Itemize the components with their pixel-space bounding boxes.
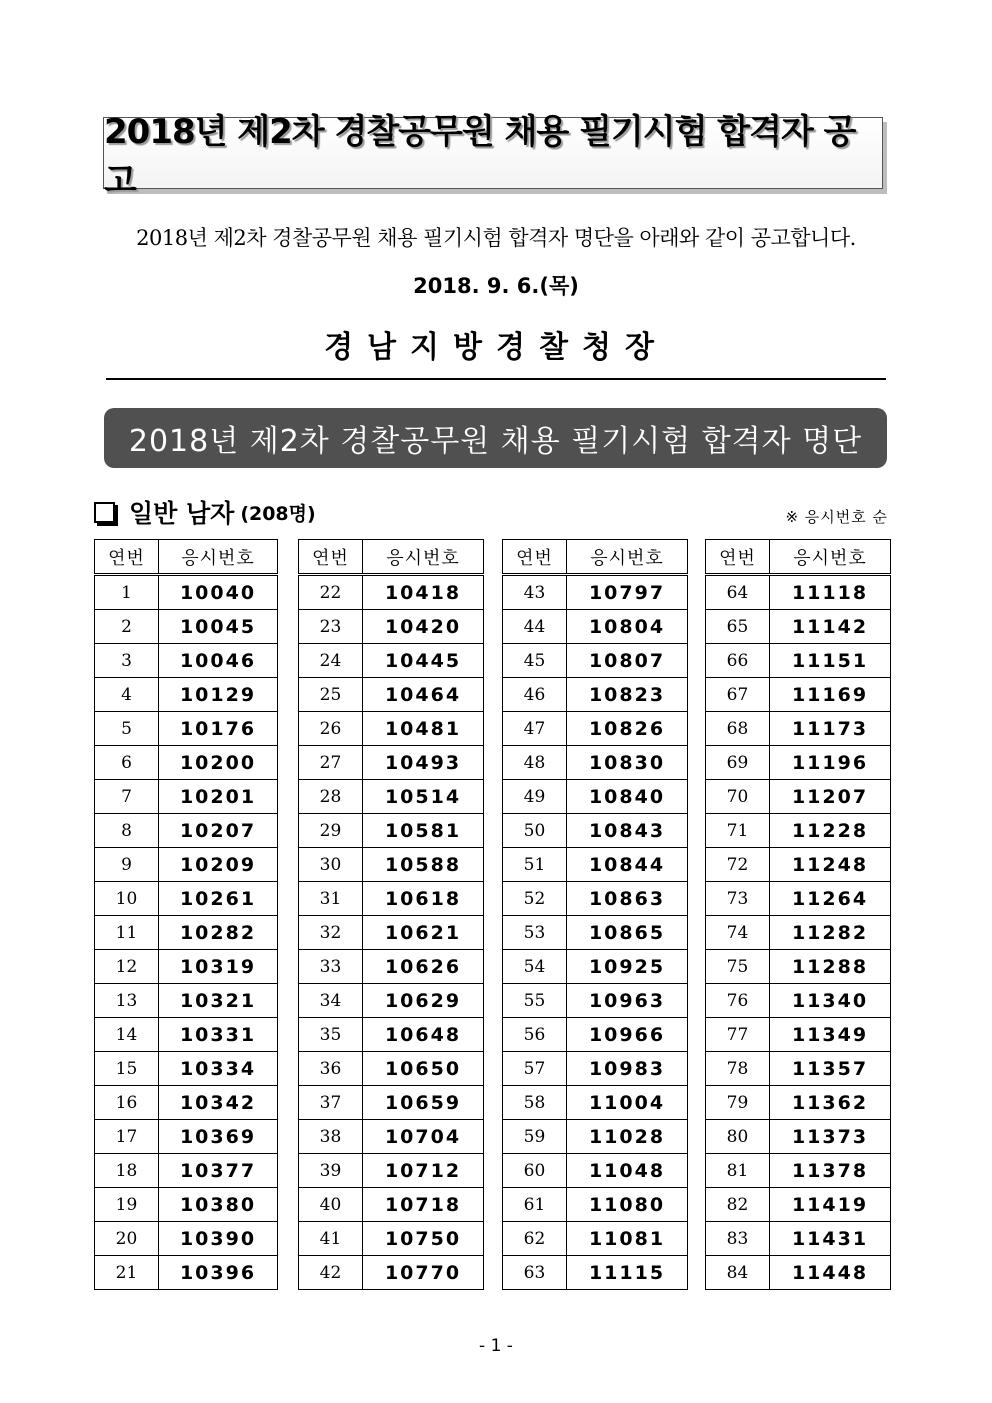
serial-number: 48 xyxy=(503,746,567,780)
exam-number: 11419 xyxy=(770,1188,891,1222)
notice-title: 2018년 제2차 경찰공무원 채용 필기시험 합격자 공고 xyxy=(104,112,856,201)
exam-number: 10823 xyxy=(567,678,688,712)
serial-number: 62 xyxy=(503,1222,567,1256)
table-row xyxy=(299,1052,484,1086)
exam-number: 10648 xyxy=(363,1018,484,1052)
table-row xyxy=(706,678,891,712)
serial-number: 22 xyxy=(299,575,363,610)
exam-number: 10200 xyxy=(159,746,278,780)
exam-number: 10843 xyxy=(567,814,688,848)
exam-number: 11373 xyxy=(770,1120,891,1154)
table-row xyxy=(299,1154,484,1188)
table-row xyxy=(299,1120,484,1154)
serial-number: 68 xyxy=(706,712,770,746)
serial-number: 69 xyxy=(706,746,770,780)
table-row xyxy=(706,712,891,746)
exam-number: 10046 xyxy=(159,644,278,678)
table-row xyxy=(95,780,278,814)
list-banner-title: 2018년 제2차 경찰공무원 채용 필기시험 합격자 명단 xyxy=(128,424,863,459)
checkbox-icon xyxy=(94,502,115,523)
result-table-1 xyxy=(94,539,278,1290)
exam-number: 10770 xyxy=(363,1256,484,1290)
table-row xyxy=(706,950,891,984)
table-row xyxy=(299,780,484,814)
section-count: (208명) xyxy=(240,502,316,525)
table-row xyxy=(299,678,484,712)
serial-number: 8 xyxy=(95,814,159,848)
serial-number: 33 xyxy=(299,950,363,984)
sort-note: ※ 응시번호 순 xyxy=(785,508,888,526)
exam-number: 10396 xyxy=(159,1256,278,1290)
exam-number: 11282 xyxy=(770,916,891,950)
table-row xyxy=(299,610,484,644)
table-row xyxy=(299,848,484,882)
serial-number: 25 xyxy=(299,678,363,712)
exam-number: 10966 xyxy=(567,1018,688,1052)
serial-number: 80 xyxy=(706,1120,770,1154)
header-exam-number: 응시번호 xyxy=(159,540,278,575)
table-row xyxy=(706,1120,891,1154)
exam-number: 10626 xyxy=(363,950,484,984)
exam-number: 10750 xyxy=(363,1222,484,1256)
table-row xyxy=(299,984,484,1018)
exam-number: 11196 xyxy=(770,746,891,780)
serial-number: 36 xyxy=(299,1052,363,1086)
serial-number: 51 xyxy=(503,848,567,882)
serial-number: 64 xyxy=(706,575,770,610)
header-serial: 연번 xyxy=(706,540,770,575)
table-row xyxy=(503,1154,688,1188)
header-serial: 연번 xyxy=(95,540,159,575)
table-row xyxy=(503,678,688,712)
exam-number: 10342 xyxy=(159,1086,278,1120)
exam-number: 10390 xyxy=(159,1222,278,1256)
exam-number: 10493 xyxy=(363,746,484,780)
exam-number: 10209 xyxy=(159,848,278,882)
table-row xyxy=(95,1120,278,1154)
exam-number: 10380 xyxy=(159,1188,278,1222)
exam-number: 10865 xyxy=(567,916,688,950)
exam-number: 10581 xyxy=(363,814,484,848)
table-row xyxy=(299,644,484,678)
table-row xyxy=(299,1256,484,1290)
serial-number: 7 xyxy=(95,780,159,814)
table-header-row xyxy=(299,540,484,575)
table-row xyxy=(95,848,278,882)
exam-number: 10863 xyxy=(567,882,688,916)
result-table-3 xyxy=(502,539,688,1290)
serial-number: 76 xyxy=(706,984,770,1018)
table-row xyxy=(299,1222,484,1256)
table-row xyxy=(299,882,484,916)
exam-number: 10983 xyxy=(567,1052,688,1086)
exam-number: 10840 xyxy=(567,780,688,814)
table-row xyxy=(95,575,278,610)
exam-number: 10844 xyxy=(567,848,688,882)
serial-number: 50 xyxy=(503,814,567,848)
issuing-agency: 경남지방경찰청장 xyxy=(324,330,668,365)
exam-number: 10129 xyxy=(159,678,278,712)
exam-number: 11228 xyxy=(770,814,891,848)
serial-number: 52 xyxy=(503,882,567,916)
serial-number: 31 xyxy=(299,882,363,916)
serial-number: 32 xyxy=(299,916,363,950)
serial-number: 61 xyxy=(503,1188,567,1222)
table-row xyxy=(706,1154,891,1188)
table-row xyxy=(503,644,688,678)
table-header-row xyxy=(95,540,278,575)
serial-number: 27 xyxy=(299,746,363,780)
serial-number: 17 xyxy=(95,1120,159,1154)
exam-number: 10464 xyxy=(363,678,484,712)
serial-number: 79 xyxy=(706,1086,770,1120)
serial-number: 39 xyxy=(299,1154,363,1188)
table-row xyxy=(706,984,891,1018)
exam-number: 10797 xyxy=(567,575,688,610)
table-row xyxy=(95,644,278,678)
table-row xyxy=(706,644,891,678)
table-row xyxy=(503,984,688,1018)
serial-number: 1 xyxy=(95,575,159,610)
table-row xyxy=(503,916,688,950)
table-row xyxy=(95,746,278,780)
exam-number: 10704 xyxy=(363,1120,484,1154)
exam-number: 11080 xyxy=(567,1188,688,1222)
serial-number: 15 xyxy=(95,1052,159,1086)
serial-number: 9 xyxy=(95,848,159,882)
serial-number: 47 xyxy=(503,712,567,746)
serial-number: 78 xyxy=(706,1052,770,1086)
serial-number: 35 xyxy=(299,1018,363,1052)
exam-number: 11048 xyxy=(567,1154,688,1188)
serial-number: 6 xyxy=(95,746,159,780)
table-row xyxy=(706,1018,891,1052)
table-row xyxy=(503,712,688,746)
exam-number: 11169 xyxy=(770,678,891,712)
exam-number: 10201 xyxy=(159,780,278,814)
serial-number: 57 xyxy=(503,1052,567,1086)
serial-number: 18 xyxy=(95,1154,159,1188)
exam-number: 11142 xyxy=(770,610,891,644)
exam-number: 11448 xyxy=(770,1256,891,1290)
result-table-4 xyxy=(705,539,891,1290)
serial-number: 56 xyxy=(503,1018,567,1052)
table-row xyxy=(503,848,688,882)
exam-number: 10176 xyxy=(159,712,278,746)
table-row xyxy=(503,780,688,814)
exam-number: 10207 xyxy=(159,814,278,848)
table-row xyxy=(299,746,484,780)
serial-number: 10 xyxy=(95,882,159,916)
table-row xyxy=(95,1222,278,1256)
exam-number: 10445 xyxy=(363,644,484,678)
serial-number: 59 xyxy=(503,1120,567,1154)
table-row xyxy=(503,746,688,780)
exam-number: 11340 xyxy=(770,984,891,1018)
serial-number: 44 xyxy=(503,610,567,644)
serial-number: 16 xyxy=(95,1086,159,1120)
exam-number: 10650 xyxy=(363,1052,484,1086)
notice-date: 2018. 9. 6.(목) xyxy=(413,274,579,298)
serial-number: 42 xyxy=(299,1256,363,1290)
table-row xyxy=(299,1018,484,1052)
serial-number: 34 xyxy=(299,984,363,1018)
serial-number: 70 xyxy=(706,780,770,814)
table-row xyxy=(503,610,688,644)
table-row xyxy=(706,848,891,882)
exam-number: 10369 xyxy=(159,1120,278,1154)
serial-number: 12 xyxy=(95,950,159,984)
exam-number: 10321 xyxy=(159,984,278,1018)
table-row xyxy=(503,1222,688,1256)
table-row xyxy=(95,1086,278,1120)
table-row xyxy=(503,1052,688,1086)
serial-number: 83 xyxy=(706,1222,770,1256)
exam-number: 11028 xyxy=(567,1120,688,1154)
serial-number: 65 xyxy=(706,610,770,644)
serial-number: 81 xyxy=(706,1154,770,1188)
exam-number: 10621 xyxy=(363,916,484,950)
exam-number: 11357 xyxy=(770,1052,891,1086)
table-row xyxy=(503,575,688,610)
exam-number: 11378 xyxy=(770,1154,891,1188)
exam-number: 10331 xyxy=(159,1018,278,1052)
serial-number: 54 xyxy=(503,950,567,984)
exam-number: 10514 xyxy=(363,780,484,814)
exam-number: 10659 xyxy=(363,1086,484,1120)
table-row xyxy=(299,1086,484,1120)
table-row xyxy=(706,1256,891,1290)
exam-number: 11118 xyxy=(770,575,891,610)
header-exam-number: 응시번호 xyxy=(363,540,484,575)
serial-number: 4 xyxy=(95,678,159,712)
serial-number: 23 xyxy=(299,610,363,644)
table-header-row xyxy=(706,540,891,575)
table-row xyxy=(299,814,484,848)
exam-number: 10963 xyxy=(567,984,688,1018)
table-row xyxy=(299,950,484,984)
exam-number: 10334 xyxy=(159,1052,278,1086)
exam-number: 10629 xyxy=(363,984,484,1018)
table-row xyxy=(95,882,278,916)
table-row xyxy=(95,1154,278,1188)
serial-number: 73 xyxy=(706,882,770,916)
header-exam-number: 응시번호 xyxy=(770,540,891,575)
serial-number: 74 xyxy=(706,916,770,950)
serial-number: 72 xyxy=(706,848,770,882)
serial-number: 2 xyxy=(95,610,159,644)
exam-number: 10261 xyxy=(159,882,278,916)
exam-number: 10804 xyxy=(567,610,688,644)
exam-number: 11288 xyxy=(770,950,891,984)
exam-number: 11264 xyxy=(770,882,891,916)
serial-number: 77 xyxy=(706,1018,770,1052)
serial-number: 60 xyxy=(503,1154,567,1188)
serial-number: 43 xyxy=(503,575,567,610)
table-row xyxy=(299,1188,484,1222)
exam-number: 10377 xyxy=(159,1154,278,1188)
table-row xyxy=(706,1188,891,1222)
serial-number: 21 xyxy=(95,1256,159,1290)
serial-number: 37 xyxy=(299,1086,363,1120)
table-row xyxy=(503,882,688,916)
serial-number: 41 xyxy=(299,1222,363,1256)
exam-number: 10588 xyxy=(363,848,484,882)
exam-number: 11349 xyxy=(770,1018,891,1052)
table-row xyxy=(95,1256,278,1290)
exam-number: 10830 xyxy=(567,746,688,780)
table-row xyxy=(95,610,278,644)
exam-number: 11004 xyxy=(567,1086,688,1120)
notice-title-box xyxy=(103,112,883,201)
table-row xyxy=(706,916,891,950)
header-serial: 연번 xyxy=(299,540,363,575)
serial-number: 38 xyxy=(299,1120,363,1154)
serial-number: 66 xyxy=(706,644,770,678)
serial-number: 71 xyxy=(706,814,770,848)
table-row xyxy=(706,610,891,644)
table-row xyxy=(706,1052,891,1086)
serial-number: 67 xyxy=(706,678,770,712)
serial-number: 20 xyxy=(95,1222,159,1256)
table-row xyxy=(706,575,891,610)
exam-number: 10618 xyxy=(363,882,484,916)
result-table-2 xyxy=(298,539,484,1290)
divider xyxy=(106,378,886,380)
exam-number: 10420 xyxy=(363,610,484,644)
serial-number: 45 xyxy=(503,644,567,678)
list-banner xyxy=(104,408,887,468)
page-number: - 1 - xyxy=(479,1336,513,1356)
table-row xyxy=(95,814,278,848)
table-row xyxy=(503,1120,688,1154)
exam-number: 10319 xyxy=(159,950,278,984)
table-row xyxy=(95,1018,278,1052)
exam-number: 11173 xyxy=(770,712,891,746)
exam-number: 11115 xyxy=(567,1256,688,1290)
exam-number: 10718 xyxy=(363,1188,484,1222)
table-row xyxy=(503,1018,688,1052)
table-row xyxy=(299,575,484,610)
header-exam-number: 응시번호 xyxy=(567,540,688,575)
table-row xyxy=(706,882,891,916)
table-row xyxy=(95,916,278,950)
serial-number: 63 xyxy=(503,1256,567,1290)
table-row xyxy=(95,1052,278,1086)
serial-number: 11 xyxy=(95,916,159,950)
serial-number: 53 xyxy=(503,916,567,950)
serial-number: 3 xyxy=(95,644,159,678)
table-row xyxy=(706,814,891,848)
table-row xyxy=(299,916,484,950)
table-row xyxy=(503,1086,688,1120)
exam-number: 10040 xyxy=(159,575,278,610)
exam-number: 10282 xyxy=(159,916,278,950)
table-row xyxy=(503,950,688,984)
table-row xyxy=(95,678,278,712)
table-row xyxy=(706,1222,891,1256)
exam-number: 10712 xyxy=(363,1154,484,1188)
exam-number: 10826 xyxy=(567,712,688,746)
serial-number: 5 xyxy=(95,712,159,746)
table-row xyxy=(503,814,688,848)
serial-number: 29 xyxy=(299,814,363,848)
exam-number: 11081 xyxy=(567,1222,688,1256)
serial-number: 30 xyxy=(299,848,363,882)
serial-number: 26 xyxy=(299,712,363,746)
exam-number: 10807 xyxy=(567,644,688,678)
serial-number: 19 xyxy=(95,1188,159,1222)
table-row xyxy=(95,950,278,984)
table-row xyxy=(706,780,891,814)
exam-number: 10925 xyxy=(567,950,688,984)
exam-number: 10045 xyxy=(159,610,278,644)
section-title: 일반 남자 xyxy=(129,499,235,528)
intro-text: 2018년 제2차 경찰공무원 채용 필기시험 합격자 명단을 아래와 같이 공고합니다. xyxy=(136,226,856,250)
serial-number: 13 xyxy=(95,984,159,1018)
header-serial: 연번 xyxy=(503,540,567,575)
table-row xyxy=(299,712,484,746)
table-row xyxy=(95,712,278,746)
table-row xyxy=(503,1256,688,1290)
exam-number: 11431 xyxy=(770,1222,891,1256)
serial-number: 46 xyxy=(503,678,567,712)
serial-number: 82 xyxy=(706,1188,770,1222)
table-header-row xyxy=(503,540,688,575)
exam-number: 11151 xyxy=(770,644,891,678)
serial-number: 55 xyxy=(503,984,567,1018)
serial-number: 40 xyxy=(299,1188,363,1222)
exam-number: 10418 xyxy=(363,575,484,610)
exam-number: 10481 xyxy=(363,712,484,746)
serial-number: 49 xyxy=(503,780,567,814)
serial-number: 28 xyxy=(299,780,363,814)
table-row xyxy=(503,1188,688,1222)
table-row xyxy=(95,984,278,1018)
exam-number: 11207 xyxy=(770,780,891,814)
exam-number: 11362 xyxy=(770,1086,891,1120)
table-row xyxy=(706,746,891,780)
table-row xyxy=(706,1086,891,1120)
exam-number: 11248 xyxy=(770,848,891,882)
section-heading xyxy=(94,494,316,530)
serial-number: 58 xyxy=(503,1086,567,1120)
serial-number: 24 xyxy=(299,644,363,678)
serial-number: 14 xyxy=(95,1018,159,1052)
serial-number: 75 xyxy=(706,950,770,984)
serial-number: 84 xyxy=(706,1256,770,1290)
table-row xyxy=(95,1188,278,1222)
